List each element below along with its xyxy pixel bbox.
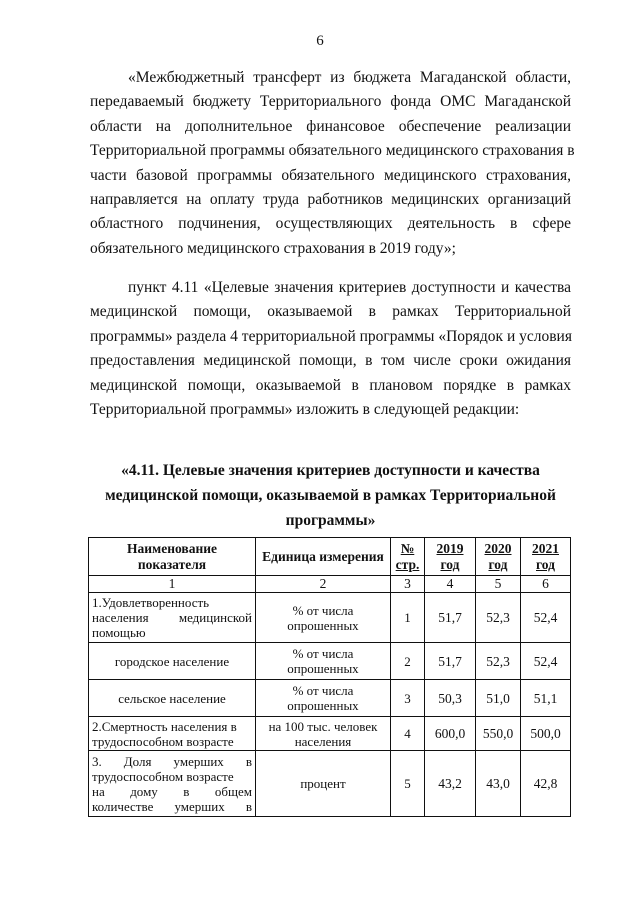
value-2020: 52,3 [476,593,521,643]
header-row-no: № стр. [391,538,425,576]
value-2020: 51,0 [476,680,521,717]
unit-cell: % от числа опрошенных [256,680,391,717]
row-number: 1 [391,593,425,643]
unit-cell: на 100 тыс. человек населения [256,717,391,751]
value-2021: 52,4 [521,593,571,643]
value-2019: 51,7 [425,593,476,643]
header-2019: 2019 год [425,538,476,576]
column-number: 4 [425,576,476,593]
paragraph-line: медицинской помощи, оказываемой в рамках Территориальной [90,303,571,321]
indicator-name [89,593,256,643]
paragraph-line: направляется на оплату труда работников медицинских организаций [90,191,571,209]
criteria-table [88,537,571,817]
paragraph-line: Территориальной программы обязательного медицинского страхования в [90,142,575,160]
header-2020: 2020 год [476,538,521,576]
value-2019: 600,0 [425,717,476,751]
indicator-name-line: 2.Смертность населения в [92,718,237,734]
indicator-name [89,751,256,817]
column-number-row [89,576,571,593]
column-number: 2 [256,576,391,593]
column-number: 5 [476,576,521,593]
value-2020: 52,3 [476,643,521,680]
indicator-name-line: 3. Доля умерших в [92,753,252,769]
value-2019: 51,7 [425,643,476,680]
section-title-line: медицинской помощи, оказываемой в рамках Территориальной [105,487,556,504]
indicator-name [89,717,256,751]
indicator-name-line: количестве умерших в [92,798,252,814]
paragraph-line: области на дополнительное финансовое обеспечение реализации [90,117,571,135]
page-number: 6 [316,33,324,49]
indicator-name: сельское население [89,680,256,717]
value-2020: 550,0 [476,717,521,751]
paragraph-line: передаваемый бюджету Территориального фонда ОМС Магаданской [90,93,571,111]
value-2021: 500,0 [521,717,571,751]
value-2020: 43,0 [476,751,521,817]
row-number: 5 [391,751,425,817]
section-title-line: программы» [285,512,376,529]
indicator-name-line: помощью [92,625,146,640]
column-number: 3 [391,576,425,593]
value-2019: 50,3 [425,680,476,717]
table-row [89,643,571,680]
value-2021: 51,1 [521,680,571,717]
value-2019: 43,2 [425,751,476,817]
row-number: 3 [391,680,425,717]
row-number: 4 [391,717,425,751]
header-name: Наименование показателя [89,538,256,576]
value-2021: 42,8 [521,751,571,817]
paragraph-line: областного подчинения, осуществляющих деятельность в сфере [90,215,571,233]
paragraph-line: программы» раздела 4 территориальной программы «Порядок и условия [90,327,572,345]
paragraph-line: части базовой программы обязательного медицинского страхования, [90,166,571,184]
indicator-name: городское население [89,643,256,680]
indicator-name-line: трудоспособном возрасте [92,733,234,749]
paragraph-amendment [90,276,571,422]
table-row [89,680,571,717]
table-row [89,751,571,817]
unit-cell: процент [256,751,391,817]
value-2021: 52,4 [521,643,571,680]
table-row [89,717,571,751]
header-2021: 2021 год [521,538,571,576]
table-row [89,593,571,643]
table-header-row [89,538,571,576]
indicator-name-line: трудоспособном возрасте [92,768,234,784]
unit-cell: % от числа опрошенных [256,593,391,643]
section-title [90,458,571,533]
paragraph-line: пункт 4.11 «Целевые значения критериев доступности и качества [128,279,571,296]
paragraph-line: «Межбюджетный трансферт из бюджета Магаданской области, [128,69,571,86]
indicator-name-line: населения медицинской [92,610,252,625]
header-unit: Единица измерения [256,538,391,576]
paragraph-line: предоставления медицинской помощи, в том числе сроки ожидания [90,352,571,370]
indicator-name-line: 1.Удовлетворенность [92,595,210,610]
column-number: 1 [89,576,256,593]
paragraph-transfer [90,66,575,261]
paragraph-line: Территориальной программы» изложить в следующей редакции: [90,401,520,419]
paragraph-line: медицинской помощи, оказываемой в плановом порядке в рамках [90,376,571,394]
section-title-line: «4.11. Целевые значения критериев доступности и качества [121,462,540,479]
paragraph-line: обязательного медицинского страхования в 2019 году»; [90,239,456,257]
row-number: 2 [391,643,425,680]
column-number: 6 [521,576,571,593]
indicator-name-line: на дому в общем [92,783,252,799]
unit-cell: % от числа опрошенных [256,643,391,680]
